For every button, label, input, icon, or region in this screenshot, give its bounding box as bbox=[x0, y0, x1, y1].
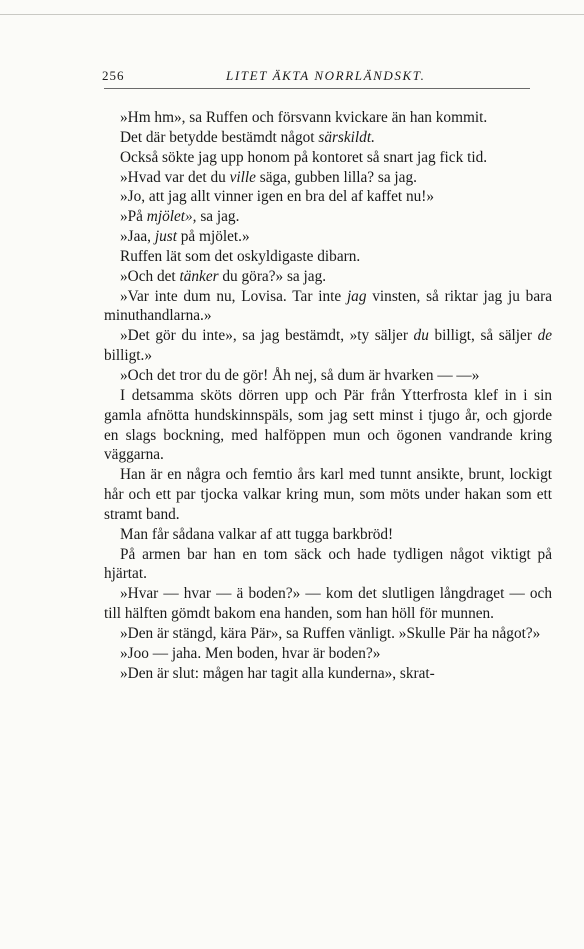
paragraph: På armen bar han en tom säck och hade tydligen något viktigt på hjärtat. bbox=[104, 545, 552, 583]
paragraph: »Jaa, just på mjölet.» bbox=[120, 228, 250, 246]
body-text bbox=[104, 108, 552, 683]
paragraph: »Det gör du inte», sa jag bestämdt, »ty säljer du billigt, så säljer de billigt.» bbox=[104, 327, 553, 365]
paragraph: Också sökte jag upp honom på kontoret så snart jag fick tid. bbox=[120, 148, 488, 166]
paragraph: »På mjölet», sa jag. bbox=[120, 208, 240, 226]
paragraph: »Och det tror du de gör! Åh nej, så dum är hvarken — —» bbox=[120, 366, 480, 384]
running-title: LITET ÄKTA NORRLÄNDSKT. bbox=[226, 68, 426, 83]
page-number: 256 bbox=[102, 68, 125, 83]
paragraph: »Den är stängd, kära Pär», sa Ruffen vänligt. »Skulle Pär ha något?» bbox=[120, 624, 541, 642]
scan-edge-line bbox=[0, 14, 584, 15]
header-rule bbox=[104, 88, 530, 89]
paragraph: »Hvar — hvar — ä boden?» — kom det slutligen långdraget — och till hälften gömdt bakom ena handen, som han höll för munnen. bbox=[104, 585, 552, 623]
paragraph: Han är en några och femtio års karl med tunnt ansikte, brunt, lockigt hår och ett par tjocka valkar kring mun, som möts under hakan som ett stramt band. bbox=[104, 466, 552, 523]
paragraph: »Den är slut: mågen har tagit alla kunderna», skrat- bbox=[120, 664, 435, 682]
paragraph: »Hvad var det du ville säga, gubben lilla? sa jag. bbox=[120, 168, 417, 186]
paragraph: »Var inte dum nu, Lovisa. Tar inte jag vinsten, så riktar jag ju bara minuthandlarna.» bbox=[104, 287, 553, 325]
paragraph: Det där betydde bestämdt något särskildt. bbox=[120, 128, 375, 146]
paragraph: Man får sådana valkar af att tugga barkbröd! bbox=[120, 525, 394, 543]
paragraph: I detsamma sköts dörren upp och Pär från Ytterfrosta klef in i sin gamla afnötta hundskinnspäls, som jag sett minst i tjugo år, och gjorde en slags bockning, med halföppen mun och ögonen vandrande kring väggarna. bbox=[104, 386, 552, 464]
paragraph: »Och det tänker du göra?» sa jag. bbox=[120, 267, 327, 285]
paragraph: »Joo — jaha. Men boden, hvar är boden?» bbox=[120, 644, 381, 662]
paragraph: Ruffen lät som det oskyldigaste dibarn. bbox=[120, 247, 361, 265]
paragraph: »Jo, att jag allt vinner igen en bra del af kaffet nu!» bbox=[120, 188, 435, 206]
paragraph: »Hm hm», sa Ruffen och försvann kvickare än han kommit. bbox=[120, 109, 488, 126]
